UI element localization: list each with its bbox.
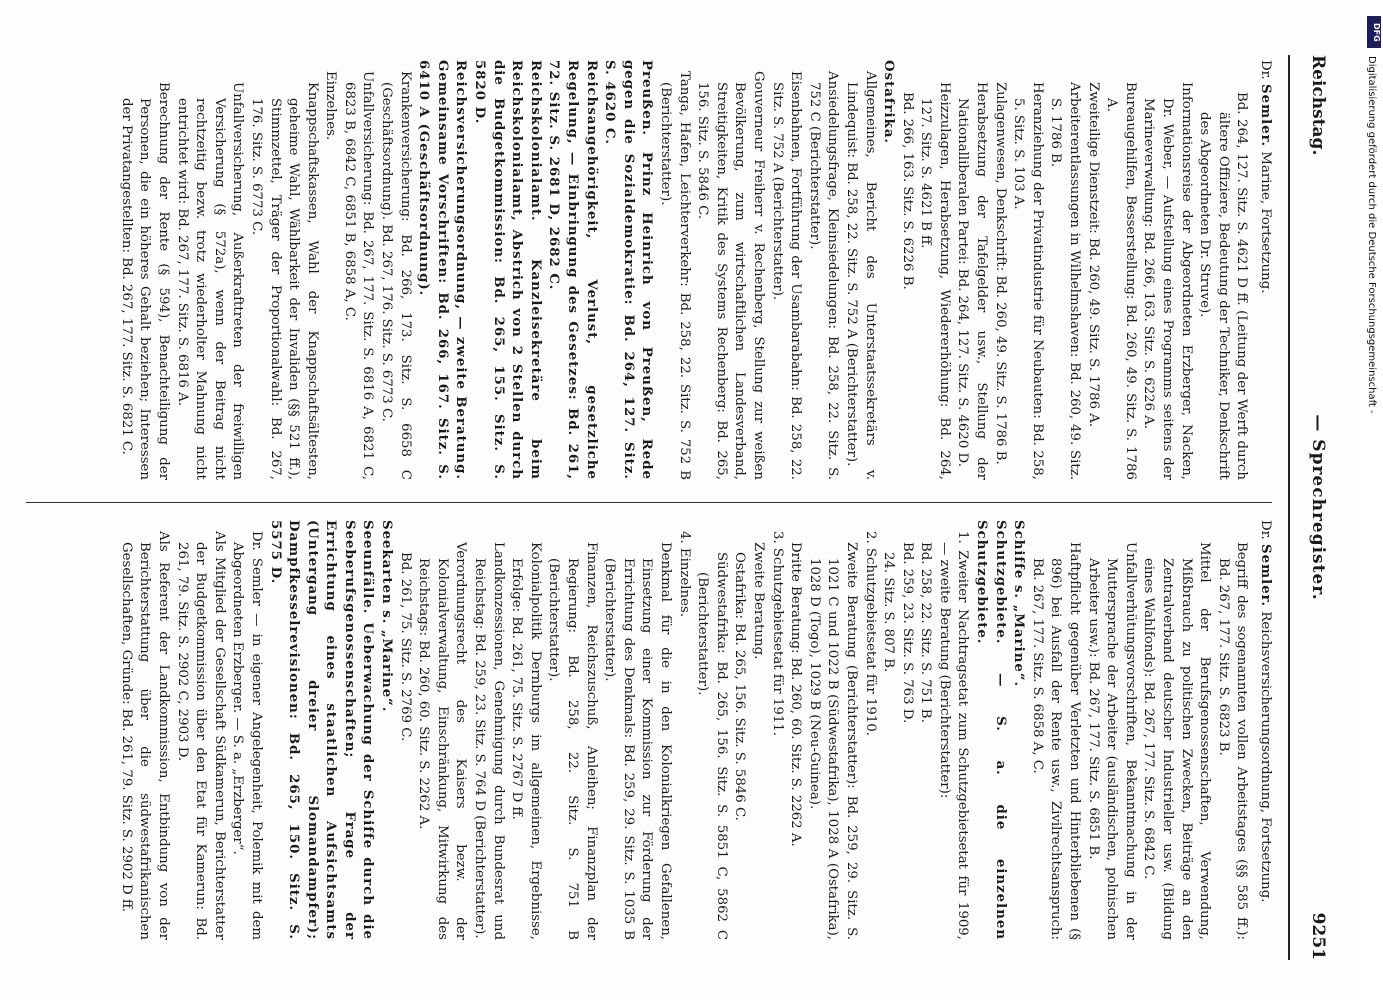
entry: Landkonzessionen, Genehmigung durch Bundesrat und Reichstag: Bd. 259, 23. Sitz. S. 764 D (Berichterstatter). <box>472 542 506 940</box>
entry: Zweiteilige Dienstzeit: Bd. 260, 49. Sitz. S. 1786 A. <box>1085 82 1101 428</box>
entry: Tanga, Hafen, Leichterverkehr: Bd. 258, 22. Sitz. S. 752 B (Berichterstatter). <box>658 71 692 480</box>
entry: Bd. 258, 22. Sitz. S. 751 B. <box>918 542 934 723</box>
section-heading: Preußen. Prinz Heinrich von Preußen, Rede gegen die Sozialdemokratie: Bd. 264, 127. Sitz. S. 4620 C. <box>602 60 655 480</box>
section-heading: Seekarten s. „Marine“. <box>379 520 395 713</box>
section-heading: Schiffe s. „Marine“. <box>1011 520 1027 688</box>
left-column <box>116 60 1274 480</box>
entry: Dritte Beratung: Bd. 260, 60. Sitz. S. 2262 A. <box>788 542 804 847</box>
header-rule <box>1288 55 1290 960</box>
entry: Zulagenwesen, Denkschrift: Bd. 260, 49. Sitz. S. 1786 B. <box>992 82 1008 465</box>
digitization-note <box>1367 8 1381 992</box>
speaker-name: Semler. <box>1258 84 1273 148</box>
entry: Als Referent der Landkommission, Entbindung von der Berichterstattung über die südwestafrikanischen Gesellschaften, Gründe: Bd. 261, 79. Sitz. S. 2902 D ff. <box>118 531 171 940</box>
entry: Krankenversicherung: Bd. 266, 173. Sitz. S. 6658 C (Geschäftsordnung). Bd. 267, 176. Sitz. S. 6773 C. <box>379 71 413 480</box>
entry: Zweite Beratung (Berichterstatter): Bd. 259, 29. Sitz. S. 1021 C und 1022 B (Südwestafrika), 1028 A (Ostafrika), 1028 D (Togo), 1029 B (Neu-Guinea). <box>806 542 859 940</box>
header-left: Reichstag. <box>1308 55 1328 156</box>
entry: Allgemeines, Bericht des Unterstaatssekretärs v. Lindequist: Bd. 258, 22. Sitz. S. 752 A (Berichterstatter). <box>843 71 878 480</box>
section-heading: Reichsversicherungsordnung, — zweite Beratung. Gemeinsame Vorschriften: Bd. 266, 167. Sitz. S. 6410 A (Geschäftsordnung). <box>416 60 469 480</box>
entry: Heranziehung der Privatindustrie für Neubauten: Bd. 258, 5. Sitz. S. 103 A. <box>1011 82 1045 480</box>
entry: Ostafrika: Bd. 265, 156. Sitz. S. 5846 C. <box>732 552 748 821</box>
entry: Zweite Beratung. <box>750 542 766 660</box>
entry: Informationsreise der Abgeordneten Erzberger, Nacken, Dr. Weber, — Aufstellung eines Programms seitens der Marineverwaltung: Bd. 266, 163. Sitz. S. 6226 A. <box>1141 82 1194 480</box>
entry: Kolonialpolitik Dernburgs im allgemeinen, Ergebnisse, Erfolge: Bd. 261, 75. Sitz. S. 2767 D ff. <box>509 542 543 940</box>
subsection-heading: 4. Einzelnes. <box>676 531 692 618</box>
entry: Heizzulagen, Herabsetzung, Wiedererhöhung: Bd. 264, 127. Sitz. S. 4621 B ff. <box>918 82 952 480</box>
right-column-heading <box>1255 520 1274 940</box>
entry: Verordnungsrecht des Kaisers bezw. der Kolonialverwaltung, Einschränkung, Mitwirkung des Reichstags: Bd. 260, 60. Sitz. S. 2262 A. <box>416 542 469 940</box>
section-heading: Ostafrika. <box>881 60 897 145</box>
entry: Berechnung der Rente (§ 594), Benachteiligung der Personen, die ein höheres Gehalt beziehen; Interessen der Privatangestellten: Bd. 267, 177. Sitz. S. 6821 C. <box>118 82 171 480</box>
entry: Denkmal für die in den Kolonialkriegen Gefallenen, Einsetzung einer Kommission zur Förderung der Errichtung des Denkmals: Bd. 259, 29. Sitz. S. 1035 B (Berichterstatter). <box>602 542 673 940</box>
header-center: — Sprechregister. <box>1308 414 1328 601</box>
entry: 1. Zweiter Nachtragsetat zum Schutzgebietsetat für 1909, — zweite Beratung (Berichterstatter): <box>936 531 971 940</box>
entry: Eisenbahnen, Fortführung der Usambarabahn: Bd. 258, 22. Sitz. S. 752 A (Berichterstatter). <box>769 71 804 480</box>
entry: Unfallversicherung: Bd. 267, 177. Sitz. S. 6816 A, 6821 C, 6823 B, 6842 C, 6851 B, 6858 A, C. <box>341 71 376 480</box>
right-column <box>116 520 1274 940</box>
entry: Gouverneur Freiherr v. Rechenberg, Stellung zur weißen Bevölkerung, zum wirtschaftlichen Landesverband, Streitigkeiten, Kritik des Systems Rechenberg: Bd. 265, 156. Sitz. S. 5846 C. <box>695 71 766 480</box>
entry: 24. Sitz. S. 807 B. <box>881 552 897 673</box>
entry: Unfallversicherung, Außerkrafttreten der freiwilligen Versicherung (§ 572a), wenn der Beitrag nicht rechtzeitig bezw. trotz wiederholter Mahnung nicht entrichtet wird: Bd. 267, 177. Sitz. S. 6816 A. <box>174 82 246 480</box>
entry: 2. Schutzgebietsetat für 1910. <box>862 531 878 736</box>
speaker-prefix: Dr. <box>1258 60 1273 80</box>
section-heading: Schutzgebiete. — S. a. die einzelnen Schutzgebiete. <box>974 520 1008 940</box>
entry: Südwestafrika: Bd. 265, 156. Sitz. S. 5851 C, 5862 C (Berichterstatter). <box>695 552 729 940</box>
entry: Haftpflicht gegenüber Verletzten und Hinterbliebenen (§ 896) bei Ausfall der Rente usw., Zivilrechtsanspruch: Bd. 267, 177. Sitz. S. 6858 A, C. <box>1029 542 1083 940</box>
entry: Herabsetzung der Tafelgelder usw., Stellung der Nationalliberalen Partei: Bd. 264, 127. Sitz. S. 4620 D. <box>955 82 990 480</box>
entry: 3. Schutzgebietsetat für 1911. <box>769 531 785 736</box>
entry: Knappschaftskassen, Wahl der Knappschaftsältesten, geheime Wahl, Wählbarkeit der Invaliden (§§ 521 ff.), Stimmzettel, Träger der Proportionalwahl: Bd. 267, 176. Sitz. S. 6773 C. <box>248 82 320 480</box>
section-heading: Reichsangehörigkeit, Verlust, gesetzliche Regelung, — Einbringung des Gesetzes: Bd. 261, 72. Sitz. S. 2681 D, 2682 C. <box>546 60 599 480</box>
column-divider <box>26 502 1272 503</box>
entry: Mittel der Berufsgenossenschaften, Verwendung, Mißbrauch zu politischen Zwecken, Beiträge an den Zentralverband deutscher Industrieller usw. (Bildung eines Wahlfonds): Bd. 267, 177. Sitz. S. 6842 C. <box>1141 542 1213 940</box>
left-column-heading <box>1255 60 1274 480</box>
entry: Als Mitglied der Gesellschaft Südkamerun, Berichterstatter der Budgetkommission über den Etat für Kamerun: Bd. 261, 79. Sitz. S. 2902 C, 2903 D. <box>174 531 227 940</box>
page-number: 9251 <box>1308 912 1328 960</box>
entry: Dr. Semler — in eigener Angelegenheit, Polemik mit dem Abgeordneten Erzberger. — S. a. „Erzberger“. <box>230 531 264 940</box>
entry: Begriff des sogenannten vollen Arbeitstages (§§ 585 ff.): Bd. 267, 177. Sitz. S. 6823 B. <box>1215 542 1250 940</box>
entry: Bd. 264, 127. Sitz. S. 4621 D ff. (Leitung der Werft durch ältere Offiziere, Bedeutung der Techniker, Denkschrift des Abgeordneten Dr. Struve). <box>1197 92 1250 480</box>
dfg-logo: DFG <box>1367 16 1381 48</box>
speaker-name: Semler. <box>1258 544 1273 608</box>
digitization-credit: Digitalisierung gefördert durch die Deutsche Forschungsgemeinschaft - <box>1366 56 1377 414</box>
section-heading: Seeunfälle. Ueberwachung der Schiffe durch die Seeberufsgenossenschaften; Frage der Errichtung eines staatlichen Aufsichtsamts (Untergang dreier Slomandampfer); Dampfkesselrevisionen: Bd. 265, 150. Sitz. S. 5575 D. <box>267 520 376 940</box>
entry: Bd. 261, 75. Sitz. S. 2769 C. <box>397 552 413 742</box>
section-heading: Reichskolonialamt. Kanzleisekretäre beim Reichskolonialamt, Abstrich von 2 Stellen durch die Budgetkommission: Bd. 265, 155. Sitz. S. 5820 D. <box>472 60 543 480</box>
continued-topic: Reichsversicherungsordnung, Fortsetzung. <box>1258 611 1273 903</box>
speaker-prefix: Dr. <box>1258 520 1273 540</box>
entry: Bureaugehilfen, Besserstellung: Bd. 260, 49. Sitz. S. 1786 A. <box>1104 82 1138 480</box>
continued-topic: Marine, Fortsetzung. <box>1258 151 1273 294</box>
entry: Unfallverhütungsvorschriften, Bekanntmachung in der Muttersprache der Arbeiter (ausländischen, polnischen Arbeiter usw.): Bd. 267, 177. Sitz. S. 6851 B. <box>1085 542 1138 940</box>
entry: Finanzen, Reichszuschuß, Anleihen; Finanzplan der Regierung: Bd. 258, 22. Sitz. S. 751 B (Berichterstatter). <box>546 542 599 940</box>
page-header <box>1304 55 1334 960</box>
entry: Bd. 259, 23. Sitz. S. 763 D. <box>899 542 915 724</box>
entry: Bd. 266, 163. Sitz. S. 6226 B. <box>899 92 915 290</box>
subsection-heading: Einzelnes. <box>323 71 339 141</box>
entry: Arbeiterentlassungen in Wilhelmshaven: Bd. 260, 49. Sitz. S. 1786 B. <box>1048 82 1083 480</box>
entry: Ansiedelungsfrage, Kleinsiedelungen: Bd. 258, 22. Sitz. S. 752 C (Berichterstatter). <box>806 71 841 480</box>
